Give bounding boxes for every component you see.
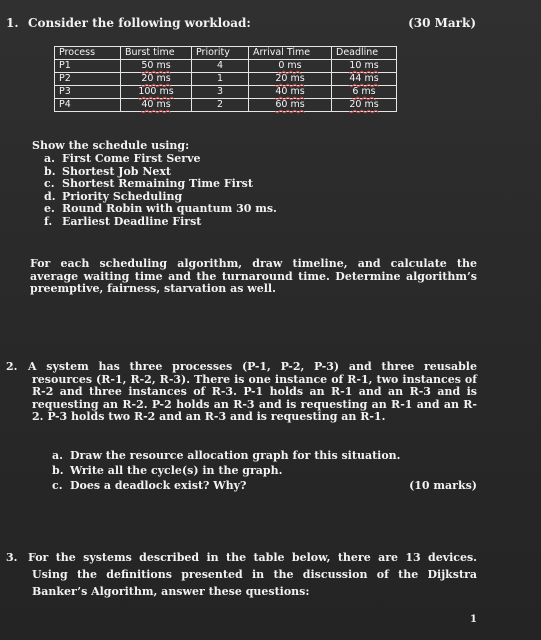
list-item bbox=[52, 450, 477, 465]
option-text: Does a deadlock exist? Why? bbox=[70, 479, 247, 492]
question-2-options-list bbox=[52, 450, 477, 495]
question-2-marks: (10 marks) bbox=[409, 479, 477, 492]
option-letter: d. bbox=[44, 189, 56, 203]
list-item bbox=[44, 216, 277, 229]
option-text: Priority Scheduling bbox=[62, 189, 183, 203]
cell-priority: 1 bbox=[192, 73, 249, 86]
question-2-body: A system has three processes (P-1, P-2, P-3) and three reusable resources (R-1, R-2, R-3). There is one instance of R-1, two instances of R-2 and three instances of R-3. P-1 holds an R-1 and an R-3 and is requesting an R-2. P-2 holds an R-3 and is requesting an R-1 and an R-2. P-3 holds two R-2 and an R-3 and is requesting an R-1. bbox=[28, 360, 477, 423]
cell-burst-time: 100 ms bbox=[138, 86, 174, 97]
question-2-text bbox=[6, 361, 477, 424]
option-letter: b. bbox=[52, 464, 64, 477]
cell-burst-time: 40 ms bbox=[141, 99, 171, 110]
question-3-body: For the systems described in the table below, there are 13 devices. Using the definitions presented in the discussion of the Dijkstra Banker’s Algorithm, answer these questions: bbox=[28, 551, 477, 598]
header-process: Process bbox=[55, 47, 121, 60]
question-1-title: Consider the following workload: bbox=[28, 16, 251, 30]
option-letter: e. bbox=[44, 202, 55, 215]
option-text: Draw the resource allocation graph for this situation. bbox=[70, 449, 401, 462]
question-1-heading bbox=[6, 16, 476, 30]
option-text: Write all the cycle(s) in the graph. bbox=[70, 464, 283, 477]
cell-process: P2 bbox=[55, 73, 121, 86]
option-letter: b. bbox=[44, 164, 56, 178]
option-letter: c. bbox=[44, 177, 55, 190]
question-1-marks: (30 Mark) bbox=[408, 16, 476, 30]
table-row bbox=[55, 60, 397, 73]
option-letter: c. bbox=[52, 479, 63, 492]
question-2-number: 2. bbox=[6, 360, 18, 373]
cell-process: P1 bbox=[55, 60, 121, 73]
cell-priority: 2 bbox=[192, 99, 249, 112]
table-row bbox=[55, 99, 397, 112]
header-arrival-time: Arrival Time bbox=[249, 47, 332, 60]
cell-arrival-time: 20 ms bbox=[275, 73, 305, 84]
option-letter: a. bbox=[52, 449, 63, 462]
option-letter: a. bbox=[44, 152, 55, 165]
schedule-options-list bbox=[44, 153, 277, 228]
table-row bbox=[55, 86, 397, 99]
cell-deadline: 10 ms bbox=[349, 60, 379, 71]
cell-priority: 4 bbox=[192, 60, 249, 73]
cell-process: P3 bbox=[55, 86, 121, 99]
option-text: Shortest Job Next bbox=[62, 164, 172, 178]
cell-deadline: 6 ms bbox=[352, 86, 376, 97]
cell-arrival-time: 60 ms bbox=[275, 99, 305, 110]
cell-burst-time: 20 ms bbox=[141, 73, 171, 84]
table-row bbox=[55, 73, 397, 86]
header-deadline: Deadline bbox=[332, 47, 397, 60]
cell-priority: 3 bbox=[192, 86, 249, 99]
question-2 bbox=[6, 361, 477, 424]
cell-deadline: 44 ms bbox=[349, 73, 379, 84]
question-3-number: 3. bbox=[6, 551, 18, 564]
option-text: Shortest Remaining Time First bbox=[62, 177, 253, 190]
option-letter: f. bbox=[44, 214, 53, 228]
workload-table bbox=[54, 46, 397, 112]
question-1-number: 1. bbox=[6, 16, 19, 30]
header-priority: Priority bbox=[192, 47, 249, 60]
cell-arrival-time: 40 ms bbox=[275, 86, 305, 97]
list-item bbox=[52, 480, 477, 495]
option-text: Earliest Deadline First bbox=[62, 214, 202, 228]
cell-deadline: 20 ms bbox=[349, 99, 379, 110]
cell-burst-time: 50 ms bbox=[141, 60, 171, 71]
page-number: 1 bbox=[470, 614, 477, 625]
list-item bbox=[52, 465, 477, 480]
question-3-text bbox=[6, 549, 477, 600]
cell-process: P4 bbox=[55, 99, 121, 112]
option-text: Round Robin with quantum 30 ms. bbox=[62, 202, 277, 215]
option-text: First Come First Serve bbox=[62, 152, 201, 165]
schedule-intro: Show the schedule using: bbox=[32, 139, 190, 152]
question-1-instructions: For each scheduling algorithm, draw timeline, and calculate the average waiting time and the turnaround time. Determine algorithm’s preemptive, fairness, starvation as well. bbox=[30, 257, 477, 295]
cell-arrival-time: 0 ms bbox=[278, 60, 302, 71]
question-3 bbox=[6, 549, 477, 600]
table-header-row bbox=[55, 47, 397, 60]
header-burst-time: Burst time bbox=[121, 47, 192, 60]
